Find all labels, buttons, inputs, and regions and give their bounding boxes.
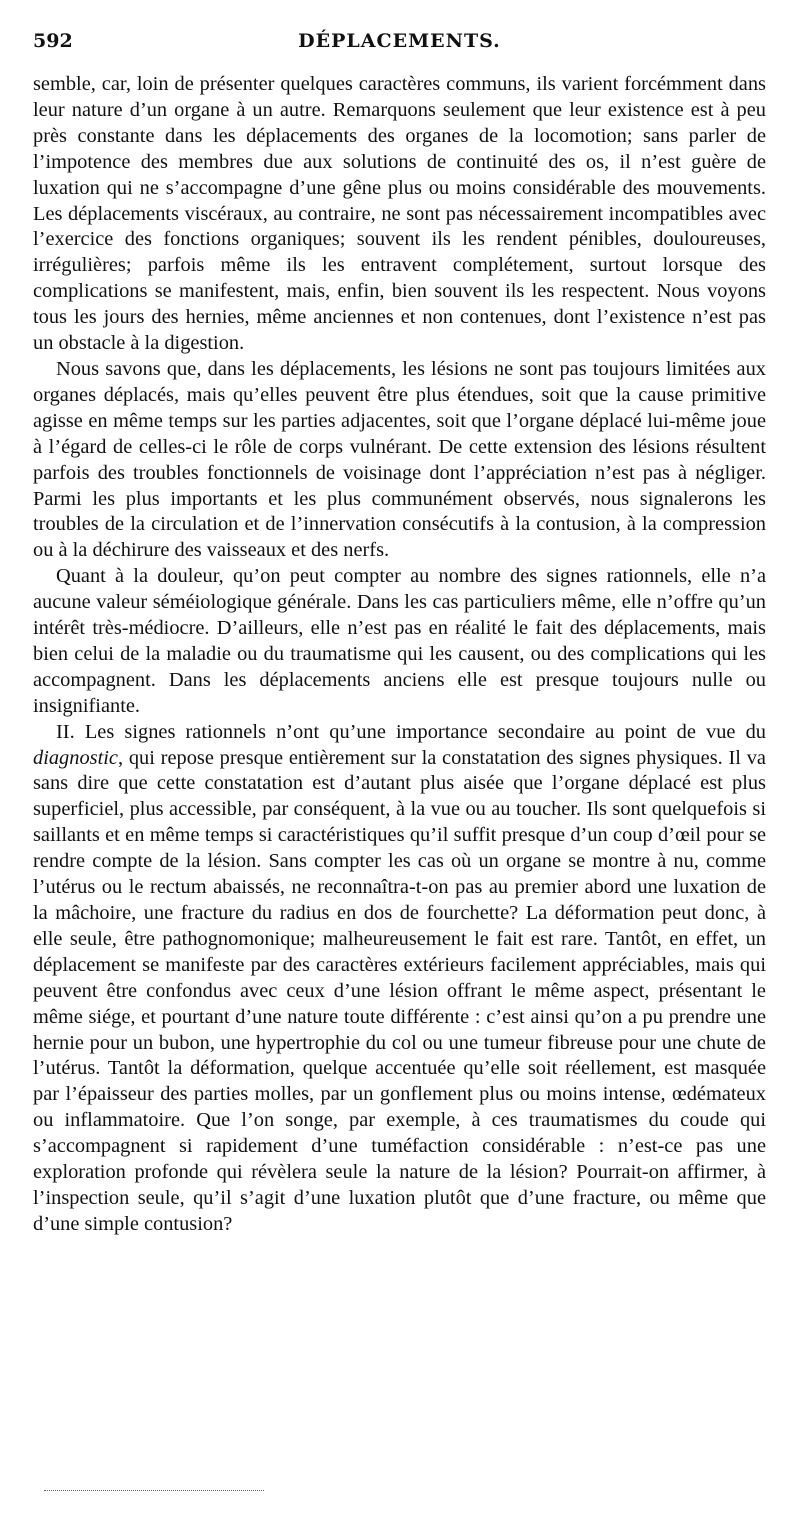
footer-rule — [44, 1490, 264, 1491]
paragraph-douleur — [33, 564, 766, 719]
body-text — [33, 72, 766, 1238]
paragraph-text: II. Les signes rationnels n’ont qu’une importance secondaire au point de vue du — [56, 720, 766, 743]
paragraph-text: semble, car, loin de présenter quelques caractères communs, ils varient forcémment dans leur nature d’un organe à un autre. Remarquons seulement que leur existence est à peu près constante dans les déplacements des organes de la locomotion; sans parler de l’impotence des membres due aux solutions de continuité des os, il n’est guère de luxation qui ne s’accompagne d’une gêne plus ou moins considérable des mouvements. Les déplacements viscéraux, au contraire, ne sont pas nécessairement incompatibles avec l’exercice des fonctions organiques; souvent ils les rendent pénibles, douloureuses, irrégulières; parfois même ils les entravent complétement, surtout lorsque des complications se manifestent, mais, enfin, bien souvent ils les respectent. Nous voyons tous les jours des hernies, même anciennes et non contenues, dont l’existence n’est pas un obstacle à la digestion. — [33, 73, 766, 355]
paragraph-text: Nous savons que, dans les déplacements, les lésions ne sont pas toujours limitées aux organes déplacés, mais qu’elles peuvent être plus étendues, soit que la cause primitive agisse en même temps sur les parties adjacentes, soit que l’organe déplacé lui-même joue à l’égard de celles-ci le rôle de corps vulnérant. De cette extension des lésions résultent parfois des troubles fonctionnels de voisinage dont l’appréciation n’est pas à négliger. Parmi les plus importants et les plus communément observés, nous signalerons les troubles de la circulation et de l’innervation consécutifs à la contusion, à la compression ou à la déchirure des vaisseaux et des nerfs. — [33, 357, 766, 562]
paragraph-continuation — [33, 72, 766, 357]
paragraph-text-continued: , qui repose presque entièrement sur la constatation des signes physiques. Il va sans dire que cette constatation est d’autant plus aisée que l’organe déplacé est plus superficiel, plus accessible, par conséquent, à la vue ou au toucher. Ils sont quelquefois si saillants et en même temps si caractéristiques qu’il suffit presque d’un coup d’œil pour se rendre compte de la lésion. Sans compter les cas où un organe se montre à nu, comme l’utérus ou le rectum abaissés, ne reconnaîtra-t-on pas au premier abord une luxation de la mâchoire, une fracture du radius en dos de fourchette? La déformation peut donc, à elle seule, être pathognomonique; malheureusement le fait est rare. Tantôt, en effet, un déplacement se manifeste par des caractères extérieurs facilement appréciables, mais qui peuvent être confondus avec ceux d’une lésion offrant le même aspect, présentant le même siége, et pourtant d’une nature toute différente : c’est ainsi qu’on a pu prendre une hernie pour un bubon, une hypertrophie du col ou une tumeur fibreuse pour une chute de l’utérus. Tantôt la déformation, quelque accentuée qu’elle soit réellement, est masquée par l’épaisseur des parties molles, par un gonflement plus ou moins intense, œdémateux ou inflammatoire. Que l’on songe, par exemple, à ces traumatismes du coude qui s’accompagnent si rapidement d’une tuméfaction considérable : n’est-ce pas une exploration profonde qui révèlera seule la nature de la lésion? Pourrait-on affirmer, à l’inspection seule, qu’il s’agit d’une luxation plutôt que d’une fracture, ou même que d’une simple contusion? — [33, 746, 766, 1235]
paragraph-lesions — [33, 357, 766, 564]
running-head — [33, 30, 766, 60]
italic-term: diagnostic — [33, 746, 118, 769]
paragraph-text: Quant à la douleur, qu’on peut compter au nombre des signes rationnels, elle n’a aucune valeur séméiologique générale. Dans les cas particuliers même, elle n’offre qu’un intérêt très-médiocre. D’ailleurs, elle n’est pas en réalité le fait des déplacements, mais bien celui de la maladie ou du traumatisme qui les causent, ou des complications qui les accompagnent. Dans les déplacements anciens elle est presque toujours nulle ou insignifiante. — [33, 565, 766, 717]
paragraph-signes-physiques — [33, 720, 766, 1238]
running-title: DÉPLACEMENTS. — [298, 30, 501, 52]
page-number: 592 — [33, 30, 73, 52]
